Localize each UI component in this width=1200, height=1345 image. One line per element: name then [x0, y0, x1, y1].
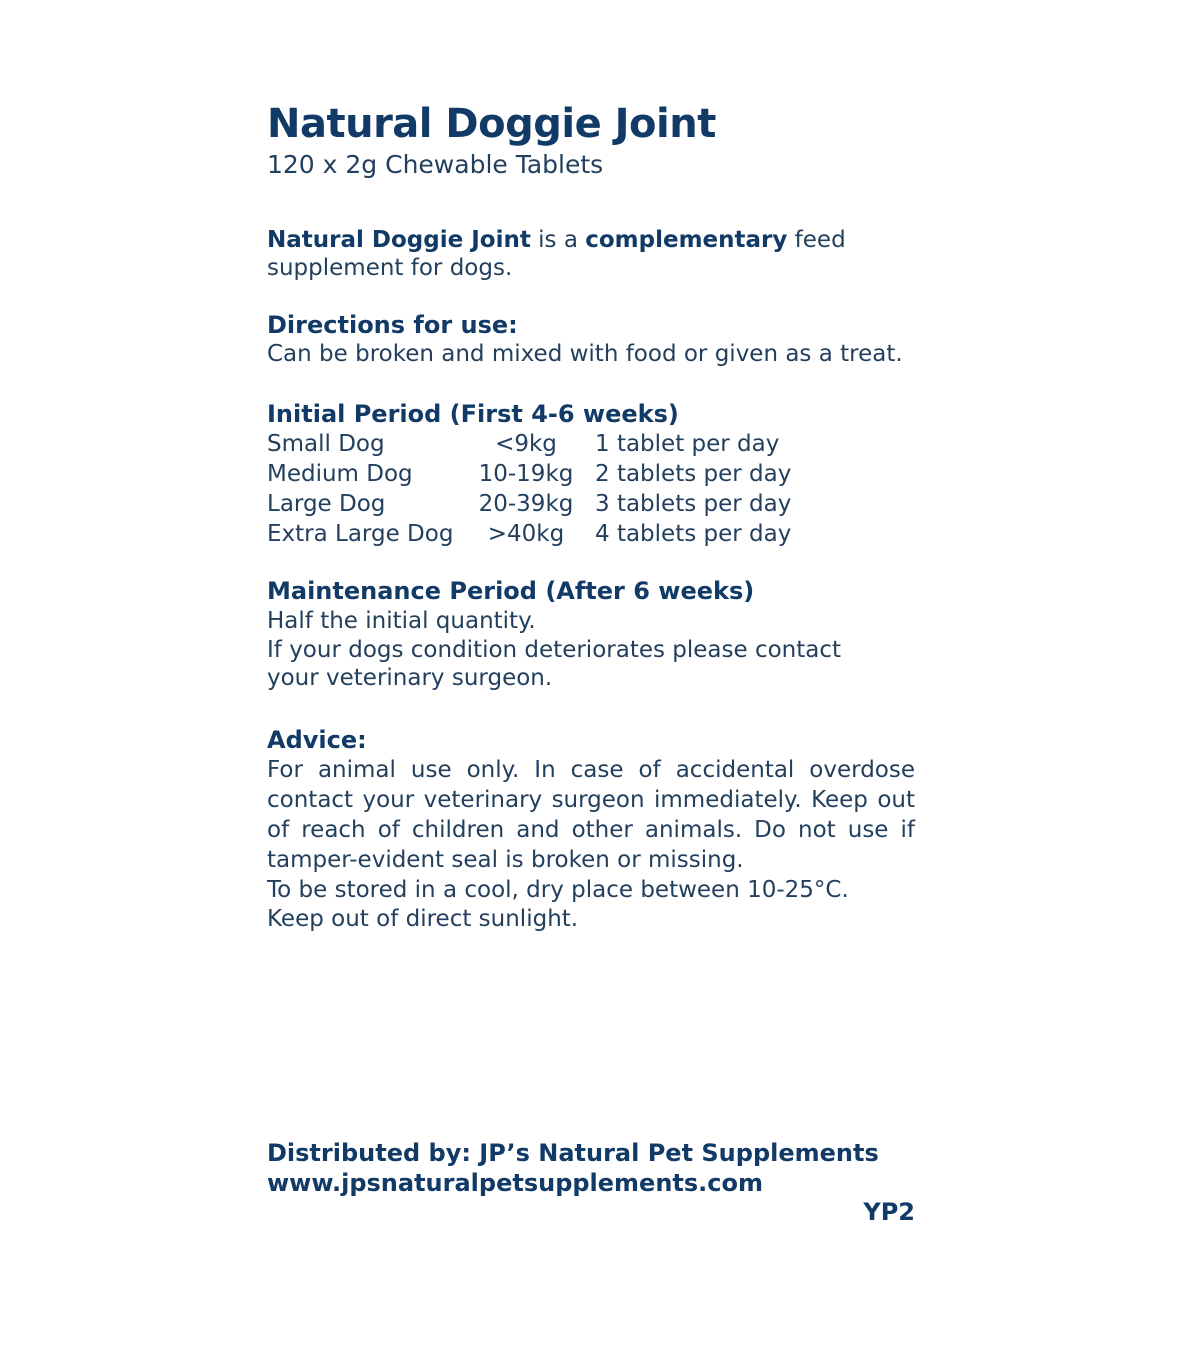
initial-period-heading: Initial Period (First 4-6 weeks) [267, 400, 679, 428]
dosage-row [267, 459, 915, 489]
maintenance-line-2: If your dogs condition deteriorates please contact your veterinary surgeon. [267, 637, 842, 691]
initial-period-section [267, 399, 915, 549]
dog-weight: 20-39kg [478, 491, 574, 517]
product-label [267, 98, 915, 1226]
advice-heading: Advice: [267, 726, 367, 754]
dog-size: Small Dog [267, 431, 385, 457]
product-title: Natural Doggie Joint [267, 101, 716, 147]
directions-heading: Directions for use: [267, 311, 518, 339]
advice-paragraph: For animal use only. In case of accidental overdose contact your veterinary surgeon immediately. Keep out of reach of children and other animals. Do not use if tamper-evident seal is broken or missing. [267, 757, 915, 873]
dog-weight: <9kg [495, 431, 557, 457]
intro-product-name: Natural Doggie Joint [267, 227, 531, 253]
directions-section [267, 310, 915, 368]
distributor-name: Distributed by: JP’s Natural Pet Supplements [267, 1139, 879, 1167]
dosage-row [267, 519, 915, 549]
dog-weight: 10-19kg [478, 461, 574, 487]
sunlight-text: Keep out of direct sunlight. [267, 906, 579, 932]
dose: 4 tablets per day [595, 521, 792, 547]
dosage-row [267, 429, 915, 459]
maintenance-section [267, 576, 915, 692]
product-code: YP2 [863, 1198, 915, 1226]
distributor-website[interactable]: www.jpsnaturalpetsupplements.com [267, 1169, 764, 1197]
dog-size: Extra Large Dog [267, 521, 454, 547]
intro-paragraph [267, 226, 907, 282]
maintenance-line-1: Half the initial quantity. [267, 608, 536, 634]
distributor-footer [267, 1138, 915, 1226]
intro-text-1: is a [530, 227, 586, 253]
intro-text-2: feed supplement for dogs. [267, 227, 846, 281]
directions-text: Can be broken and mixed with food or given as a treat. [267, 341, 903, 367]
dose: 3 tablets per day [595, 491, 792, 517]
intro-emphasis: complementary [585, 227, 788, 253]
dose: 1 tablet per day [595, 431, 780, 457]
dosage-row [267, 489, 915, 519]
advice-section [267, 725, 915, 933]
dog-size: Large Dog [267, 491, 386, 517]
storage-text: To be stored in a cool, dry place between 10-25°C. [267, 877, 849, 903]
dose: 2 tablets per day [595, 461, 792, 487]
dog-weight: >40kg [487, 521, 565, 547]
dog-size: Medium Dog [267, 461, 413, 487]
product-subtitle: 120 x 2g Chewable Tablets [267, 150, 604, 179]
maintenance-heading: Maintenance Period (After 6 weeks) [267, 577, 755, 605]
